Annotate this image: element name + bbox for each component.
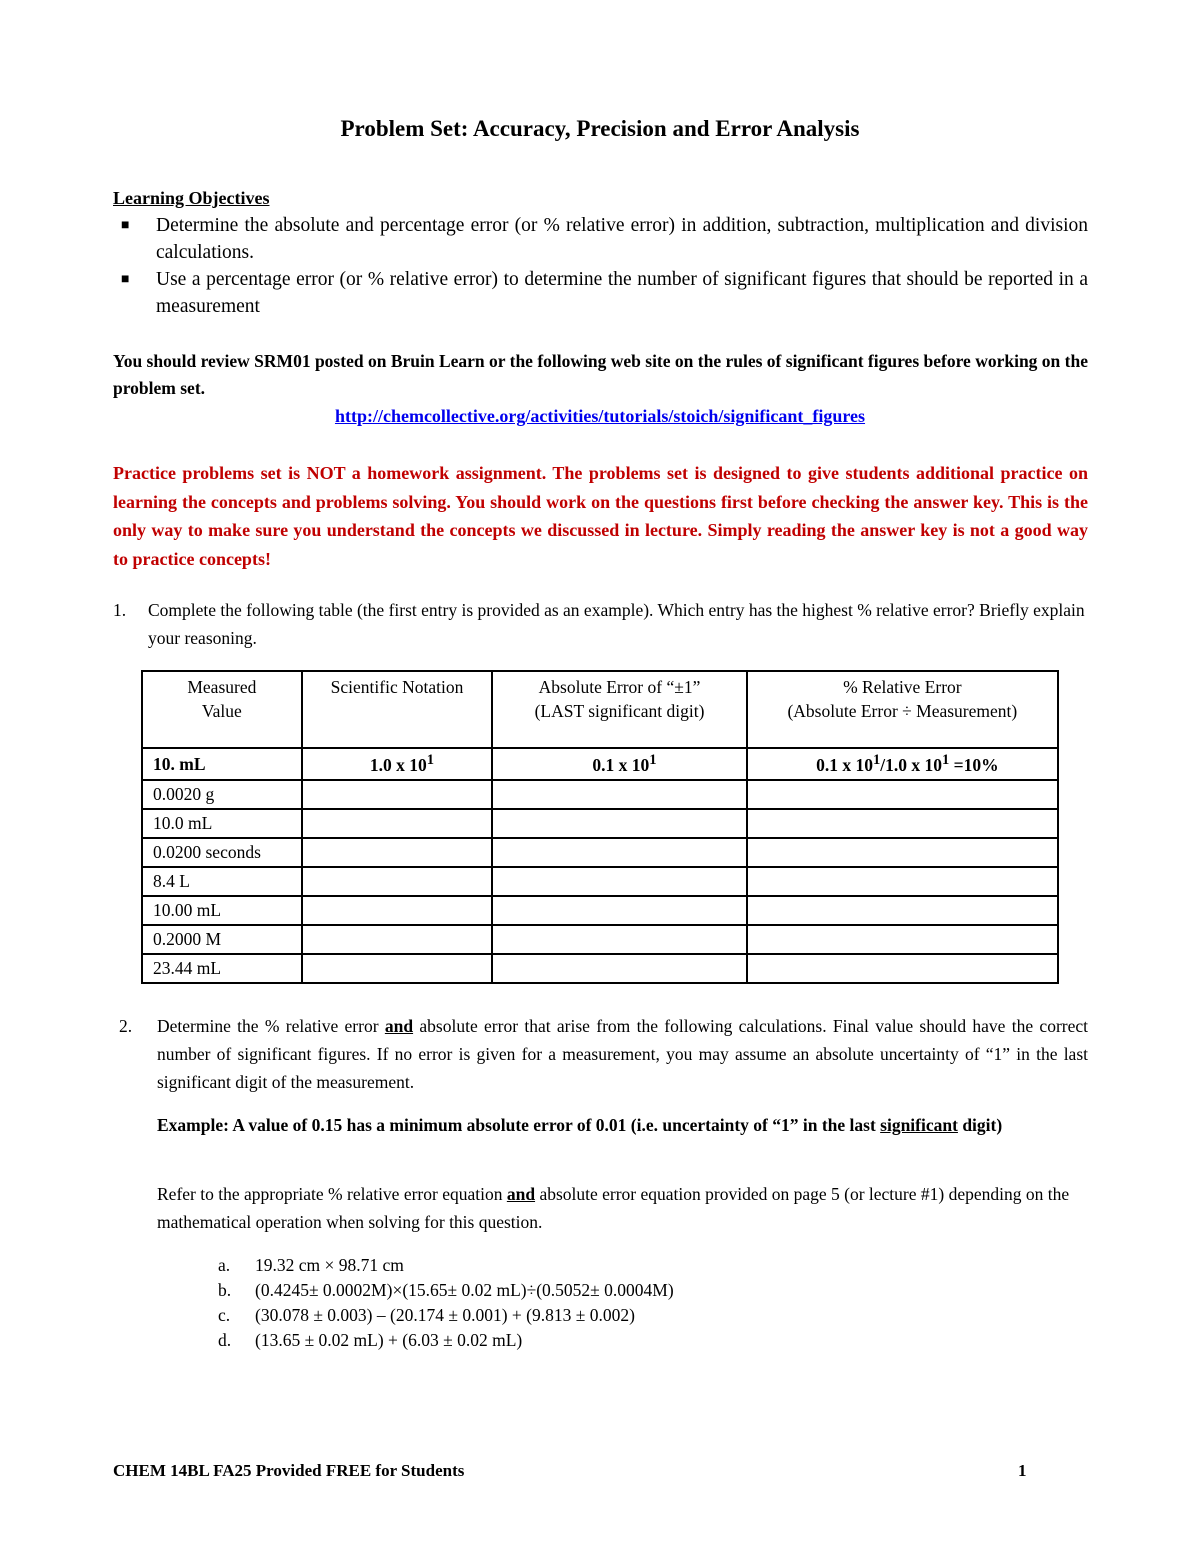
absolute-input-cell[interactable] [492, 838, 746, 867]
objective-item [113, 212, 1088, 266]
header-relative-error: % Relative Error (Absolute Error ÷ Measurement) [747, 671, 1058, 748]
example-relative: 0.1 x $10^1/1.0$ x $10^1 =10\%$ [747, 748, 1058, 780]
question-text: Complete the following table (the first entry is provided as an example). Which entry has the highest % relative error? Briefly explain your reasoning. [148, 600, 1085, 648]
review-note: You should review SRM01 posted on Bruin Learn or the following web site on the rules of significant figures before working on the problem set. [113, 351, 1088, 398]
example-absolute: 0.1 x $10^1$ [492, 748, 746, 780]
relative-input-cell[interactable] [747, 867, 1058, 896]
refer-note: Refer to the appropriate % relative error equation and absolute error equation provided on page 5 (or lecture #1) depending on the mathematical operation when solving for this question. [157, 1184, 1070, 1232]
scientific-input-cell[interactable] [302, 896, 493, 925]
header-measured-value: Measured Value [142, 671, 302, 748]
page-title: Problem Set: Accuracy, Precision and Error Analysis [340, 116, 860, 141]
question-number: 2. [119, 1016, 133, 1036]
scientific-input-cell[interactable] [302, 925, 493, 954]
measured-cell: 0.0020 g [142, 780, 302, 809]
calculation-item: c. (30.078 ± 0.003) – (20.174 ± 0.001) + (9.813 ± 0.002) [218, 1305, 635, 1325]
example-measured: 10. mL [142, 748, 302, 780]
table-row [142, 838, 1058, 867]
objectives-heading: Learning Objectives [113, 188, 270, 208]
calculation-item: b. (0.4245± 0.0002M)×(15.65± 0.02 mL)÷(0.5052± 0.0004M) [218, 1280, 674, 1300]
measured-cell: 0.0200 seconds [142, 838, 302, 867]
relative-input-cell[interactable] [747, 896, 1058, 925]
measured-cell: 8.4 L [142, 867, 302, 896]
relative-input-cell[interactable] [747, 780, 1058, 809]
table-row [142, 954, 1058, 983]
table-row [142, 867, 1058, 896]
relative-input-cell[interactable] [747, 954, 1058, 983]
header-absolute-error: Absolute Error of “±1” (LAST significant digit) [492, 671, 746, 748]
table-row [142, 925, 1058, 954]
table-row [142, 896, 1058, 925]
question-text: Determine the % relative error and absolute error that arise from the following calculations. Final value should have the correct number of significant figures. If no error is given for a measurement, you may assume an absolute uncertainty of “1” in the last significant digit of the measurement. [157, 1016, 1088, 1092]
absolute-input-cell[interactable] [492, 867, 746, 896]
relative-input-cell[interactable] [747, 925, 1058, 954]
objective-text: Use a percentage error (or % relative error) to determine the number of significant figures that should be reported in a measurement [156, 269, 1088, 317]
scientific-input-cell[interactable] [302, 809, 493, 838]
scientific-input-cell[interactable] [302, 780, 493, 809]
scientific-input-cell[interactable] [302, 954, 493, 983]
relative-input-cell[interactable] [747, 809, 1058, 838]
absolute-input-cell[interactable] [492, 809, 746, 838]
square-bullet-icon: ■ [121, 218, 130, 233]
header-scientific-notation: Scientific Notation [302, 671, 493, 748]
question-number: 1. [113, 600, 127, 620]
measured-cell: 10.0 mL [142, 809, 302, 838]
question-1 [113, 596, 1088, 652]
square-bullet-icon: ■ [121, 272, 130, 287]
practice-disclaimer: Practice problems set is NOT a homework assignment. The problems set is designed to give students additional practice on learning the concepts and problems solving. You should work on the questions first before checking the answer key. This is the only way to make sure you understand the concepts we discussed in lecture. Simply reading the answer key is not a good way to practice concepts! [113, 463, 1088, 569]
objective-text: Determine the absolute and percentage error (or % relative error) in addition, subtraction, multiplication and division calculations. [156, 215, 1088, 263]
measured-cell: 10.00 mL [142, 896, 302, 925]
absolute-input-cell[interactable] [492, 925, 746, 954]
table-row [142, 780, 1058, 809]
measured-cell: 0.2000 M [142, 925, 302, 954]
calculation-item: a. 19.32 cm × 98.71 cm [218, 1255, 404, 1275]
error-table [141, 670, 1059, 984]
example-scientific: 1.0 x $10^1$ [302, 748, 493, 780]
absolute-input-cell[interactable] [492, 954, 746, 983]
page-number: 1 [1018, 1461, 1027, 1480]
footer-text: CHEM 14BL FA25 Provided FREE for Students [113, 1461, 465, 1480]
measured-cell: 23.44 mL [142, 954, 302, 983]
question-2 [113, 1012, 1088, 1096]
scientific-input-cell[interactable] [302, 838, 493, 867]
calculation-item: d. (13.65 ± 0.02 mL) + (6.03 ± 0.02 mL) [218, 1330, 523, 1350]
objective-item [113, 266, 1088, 320]
example-row [142, 748, 1058, 780]
table-row [142, 809, 1058, 838]
absolute-input-cell[interactable] [492, 780, 746, 809]
relative-input-cell[interactable] [747, 838, 1058, 867]
absolute-input-cell[interactable] [492, 896, 746, 925]
scientific-input-cell[interactable] [302, 867, 493, 896]
table-header-row [142, 671, 1058, 748]
example-note: Example: A value of 0.15 has a minimum absolute error of 0.01 (i.e. uncertainty of “1” in the last significant digit) [157, 1115, 1003, 1135]
significant-figures-link[interactable]: http://chemcollective.org/activities/tutorials/stoich/significant_figures [334, 406, 866, 426]
